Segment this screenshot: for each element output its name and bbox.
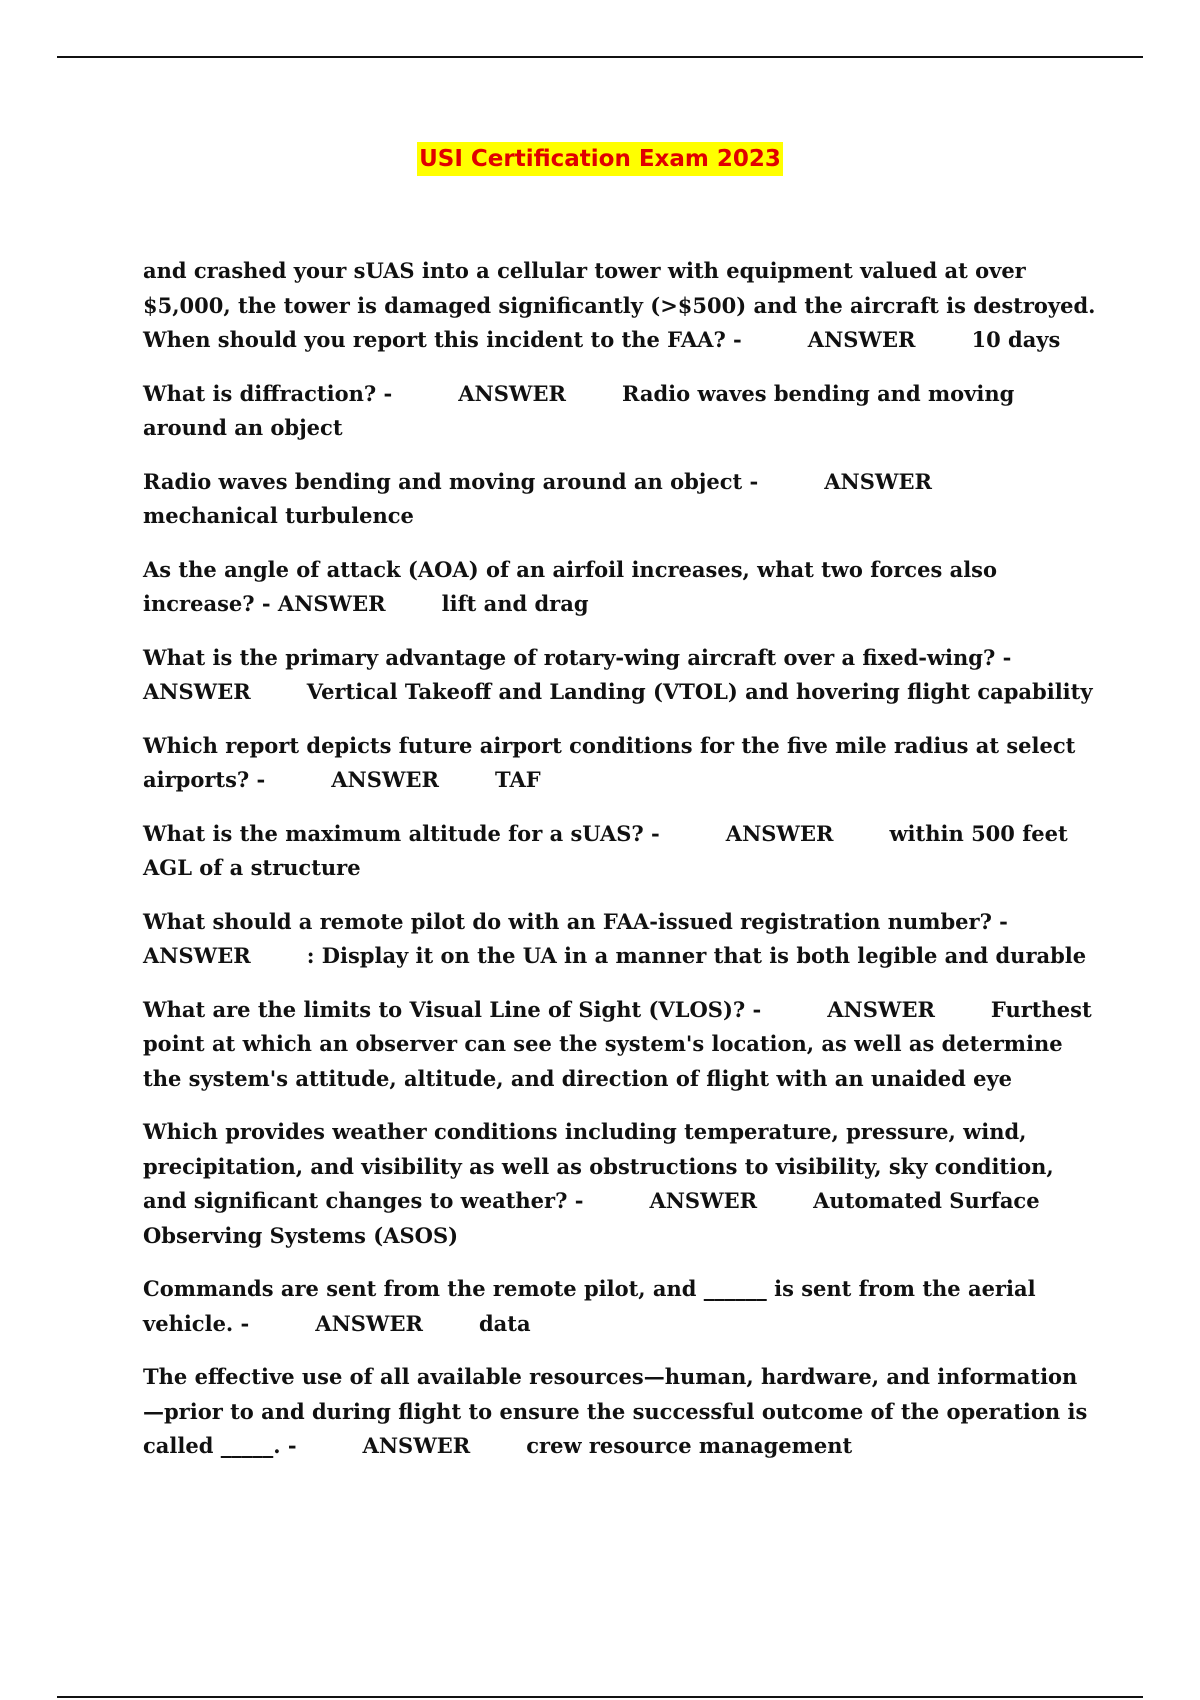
answer-text: crew resource management: [526, 1433, 853, 1458]
answer-text: within 500 feet AGL of a structure: [143, 820, 1068, 880]
question-text: Radio waves bending and moving around an object -: [143, 468, 759, 494]
question-text: and crashed your sUAS into a cellular tower with equipment valued at over $5,000, the tower is damaged significantly (>$500) and the aircraft is destroyed. When should you report this incident to the FAA? -: [143, 258, 1096, 352]
qa-item: [143, 1272, 1098, 1341]
answer-label: ANSWER: [362, 1433, 471, 1458]
answer-label: ANSWER: [315, 1310, 423, 1336]
bottom-rule: [57, 1696, 1143, 1698]
answer-label: ANSWER: [143, 679, 251, 704]
answer-text: Automated Surface Observing Systems (ASOS): [143, 1188, 1040, 1248]
page-title: USI Certification Exam 2023: [417, 142, 783, 176]
question-text: Which provides weather conditions including temperature, pressure, wind, precipitation, and visibility as well as obstructions to visibility, sky condition, and significant changes to weather? -: [143, 1119, 1054, 1213]
qa-item: [143, 905, 1098, 974]
answer-label: ANSWER: [143, 943, 251, 968]
question-text: Commands are sent from the remote pilot, and ______ is sent from the aerial vehicle. -: [143, 1276, 1036, 1336]
answer-label: ANSWER: [649, 1188, 758, 1213]
question-text: What is the primary advantage of rotary-wing aircraft over a fixed-wing? -: [143, 644, 1012, 670]
answer-label: ANSWER: [807, 327, 916, 352]
answer-label: ANSWER: [827, 996, 935, 1022]
qa-item: [143, 817, 1098, 886]
title-container: [0, 142, 1200, 176]
answer-label: ANSWER: [725, 820, 834, 846]
answer-text: 10 days: [971, 327, 1061, 352]
qa-item: [143, 641, 1098, 710]
answer-label: ANSWER: [277, 591, 386, 616]
question-text: What is the maximum altitude for a sUAS? -: [143, 820, 660, 846]
answer-text: mechanical turbulence: [143, 503, 414, 528]
answer-text: Vertical Takeoff and Landing (VTOL) and hovering flight capability: [306, 679, 1093, 704]
question-text: As the angle of attack (AOA) of an airfoil increases, what two forces also increase? -: [143, 556, 997, 616]
question-text: Which report depicts future airport conditions for the five mile radius at select airports? -: [143, 732, 1076, 792]
qa-item: [143, 254, 1098, 358]
answer-text: TAF: [494, 767, 541, 792]
question-text: The effective use of all available resources—human, hardware, and information—prior to and during flight to ensure the successful outcome of the operation is called _____. -: [143, 1364, 1088, 1458]
qa-list: [143, 254, 1098, 1483]
answer-text: Furthest point at which an observer can see the system's location, as well as determine the system's attitude, altitude, and direction of flight with an unaided eye: [143, 996, 1092, 1091]
answer-text: Radio waves bending and moving around an object: [143, 380, 1015, 440]
qa-item: [143, 1360, 1098, 1464]
answer-label: ANSWER: [331, 767, 439, 792]
question-text: What is diffraction? -: [143, 380, 393, 406]
qa-item: [143, 377, 1098, 446]
answer-label: ANSWER: [824, 468, 932, 494]
qa-item: [143, 729, 1098, 798]
qa-item: [143, 553, 1098, 622]
qa-item: [143, 993, 1098, 1097]
answer-label: ANSWER: [458, 380, 566, 406]
top-rule: [57, 56, 1143, 58]
qa-item: [143, 1115, 1098, 1253]
question-text: What should a remote pilot do with an FAA-issued registration number? -: [143, 908, 1008, 934]
answer-text: lift and drag: [441, 591, 589, 616]
question-text: What are the limits to Visual Line of Sight (VLOS)? -: [143, 996, 762, 1022]
answer-text: : Display it on the UA in a manner that is both legible and durable: [306, 943, 1087, 968]
qa-item: [143, 465, 1098, 534]
answer-text: data: [478, 1310, 531, 1336]
